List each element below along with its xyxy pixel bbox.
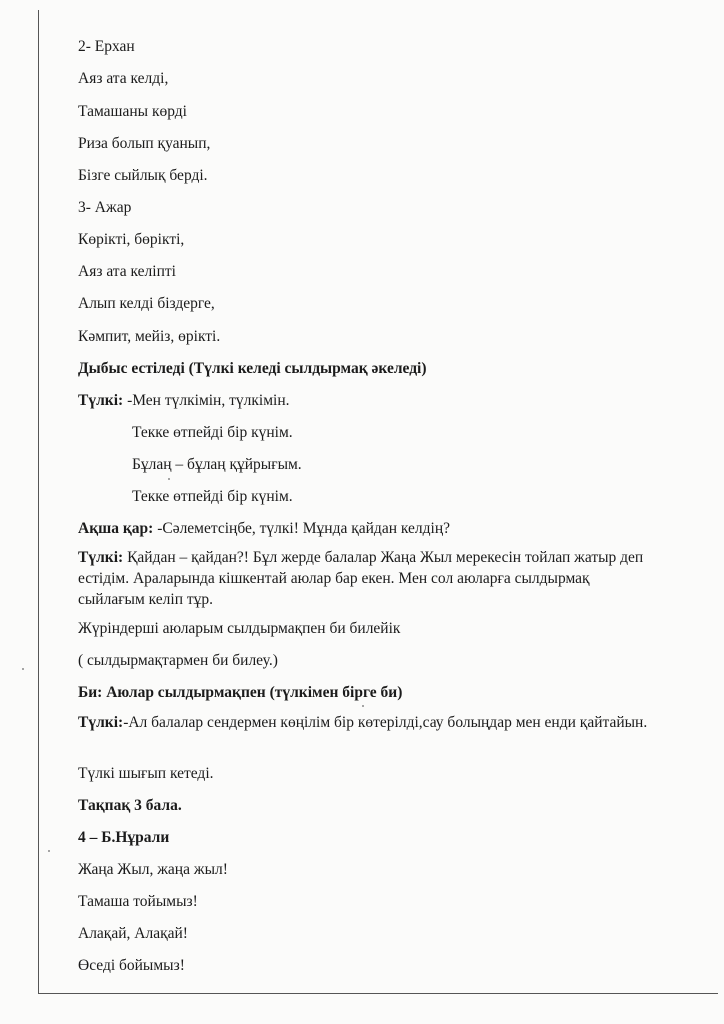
line-fox-3 — [78, 712, 648, 733]
verse-line: Текке өтпейді бір күнім. — [132, 488, 293, 505]
section-title: Тақпақ 3 бала. — [78, 797, 182, 814]
speech-text: -Мен түлкімін, түлкімін. — [123, 392, 290, 409]
line-9: Алып келді біздерге, — [78, 295, 215, 312]
scan-speck — [48, 850, 50, 852]
line-poem-1: Жаңа Жыл, жаңа жыл! — [78, 861, 228, 878]
speech-text: Қайдан – қайдан?! Бұл жерде балалар Жаңа Жыл мерекесін тойлап жатыр деп естідім. Араларында кішкентай аюлар бар екен. Мен сол аюларға сылдырмақ сыйлағым келіп тұр. — [78, 549, 644, 608]
speech-text: -Сәлеметсіңбе, түлкі! Мұнда қайдан келдің? — [153, 520, 450, 537]
stage-direction-sound: Дыбыс естіледі (Түлкі келеді сылдырмақ әкеледі) — [78, 360, 427, 377]
speaker-name: Ақша қар: — [78, 520, 154, 537]
verse-line: Текке өтпейді бір күнім. — [132, 424, 293, 441]
speaker-name: Түлкі: — [78, 549, 124, 566]
line-poem-3: Алақай, Алақай! — [78, 925, 188, 942]
line-poem-4: Өседі бойымыз! — [78, 957, 185, 974]
line-dance-invite: Жүріндерші аюларым сылдырмақпен би билейік — [78, 620, 401, 637]
speech-text: -Ал балалар сендермен көңілім бір көтерілді,сау болыңдар мен енди қайтайын. — [123, 714, 648, 731]
stage-direction-exit: Түлкі шығып кетеді. — [78, 765, 214, 782]
line-fox-1 — [78, 391, 290, 411]
line-fox-2 — [78, 547, 648, 610]
line-2: Аяз ата келді, — [78, 70, 169, 87]
speaker-name: Түлкі: — [78, 392, 124, 409]
line-poem-2: Тамаша тойымыз! — [78, 893, 198, 910]
line-6: 3- Ажар — [78, 199, 132, 216]
line-10: Кәмпит, мейіз, өрікті. — [78, 328, 221, 345]
line-4: Риза болып қуанып, — [78, 135, 211, 152]
line-5: Бізге сыйлық берді. — [78, 167, 208, 184]
line-3: Тамашаны көрді — [78, 103, 187, 120]
performer-heading: 4 – Б.Нұрали — [78, 829, 170, 846]
scan-speck — [168, 478, 170, 480]
stage-direction-dance: ( сылдырмақтармен би билеу.) — [78, 652, 278, 669]
line-7: Көрікті, бөрікті, — [78, 231, 185, 248]
line-8: Аяз ата келіпті — [78, 263, 176, 280]
verse-line: Бұлаң – бұлаң құйрығым. — [132, 456, 302, 473]
scan-speck — [22, 668, 24, 670]
dance-title: Би: Аюлар сылдырмақпен (түлкімен бірге би) — [78, 684, 403, 701]
line-1: 2- Ерхан — [78, 38, 135, 55]
speaker-name: Түлкі: — [78, 714, 124, 731]
line-snow — [78, 519, 450, 539]
scan-speck — [362, 705, 364, 707]
